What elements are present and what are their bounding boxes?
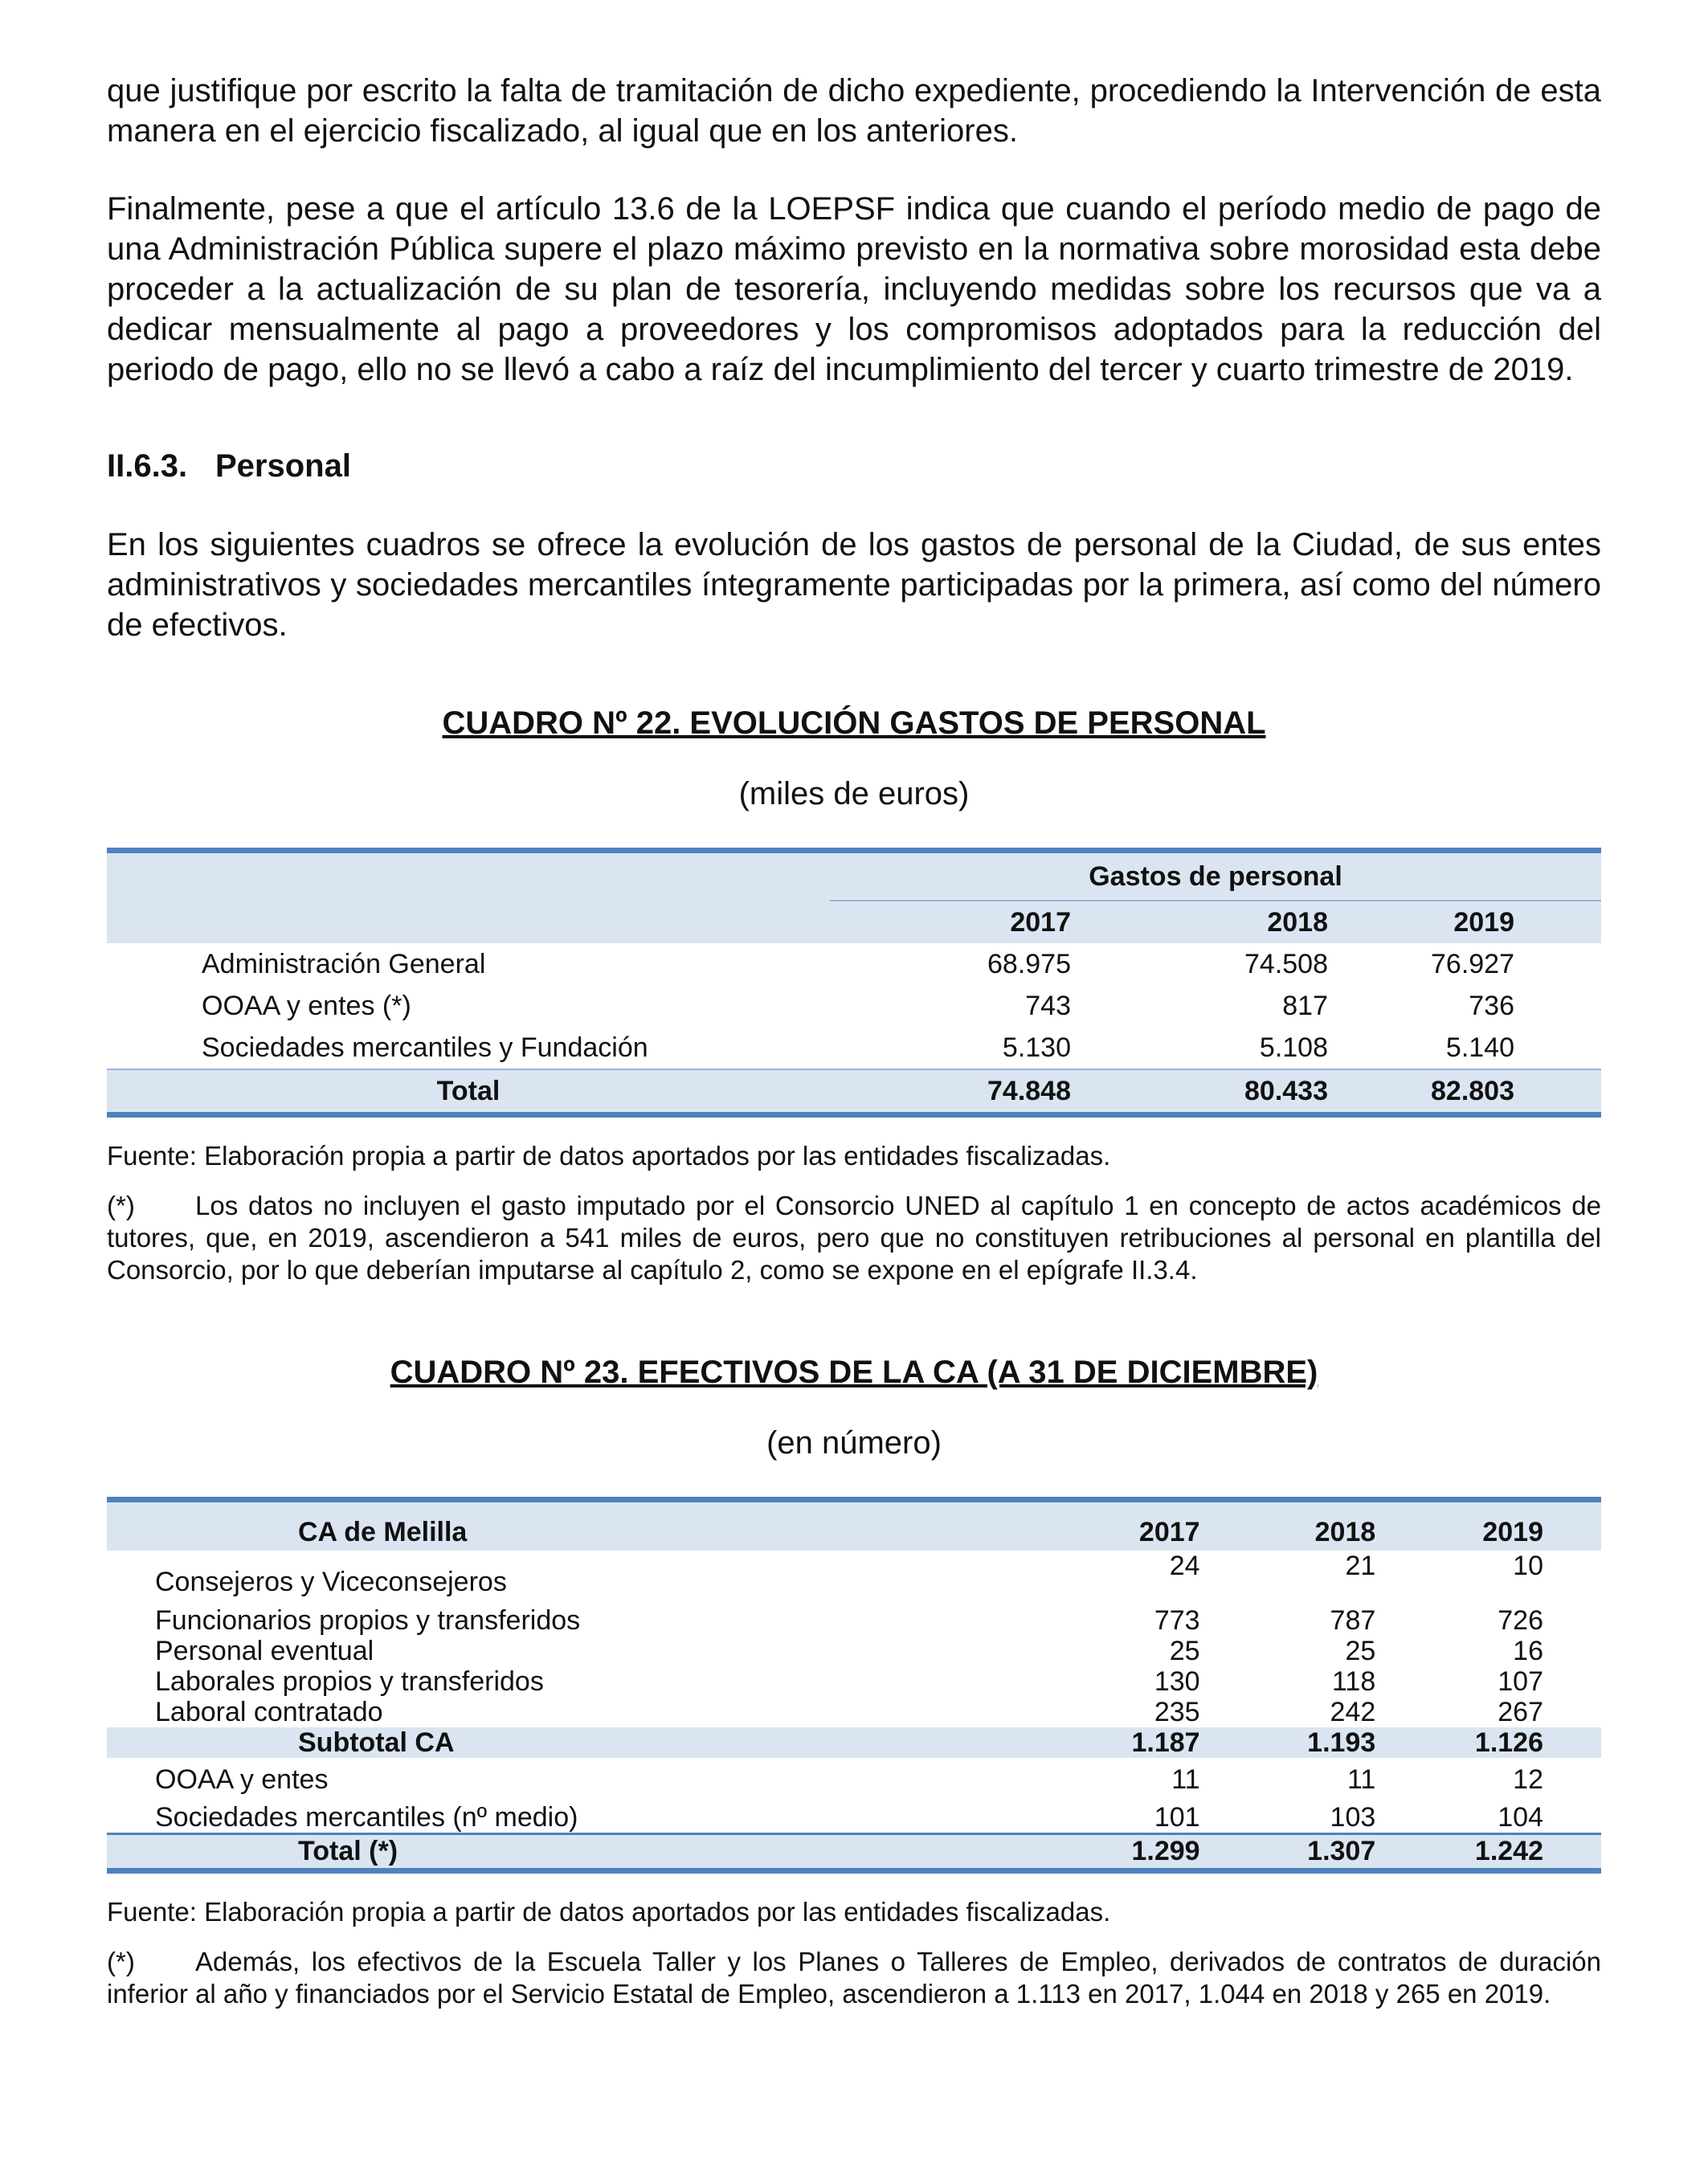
table-row bbox=[107, 1795, 1601, 1833]
table23-title: CUADRO Nº 23. EFECTIVOS DE LA CA (A 31 DE DICIEMBRE) bbox=[390, 1355, 1318, 1390]
row-label: Personal eventual bbox=[155, 1636, 374, 1666]
cell-value: 787 bbox=[1330, 1605, 1376, 1636]
table-row bbox=[107, 1551, 1601, 1597]
document-page bbox=[107, 71, 1601, 2010]
paragraph-2: Finalmente, pese a que el artículo 13.6 de la LOEPSF indica que cuando el período medio de pago de una Administración Pública supere el plazo máximo previsto en la normativa sobre morosidad esta debe proceder a la actualización de su plan de tesorería, incluyendo medidas sobre los recursos que va a dedicar mensualmente al pago a proveedores y los compromisos adoptados para la reducción del periodo de pago, ello no se llevó a cabo a raíz del incumplimiento del tercer y cuarto trimestre de 2019. bbox=[107, 191, 1601, 387]
section-title: Personal bbox=[215, 448, 351, 484]
note-text: Los datos no incluyen el gasto imputado por el Consorcio UNED al capítulo 1 en concepto de actos académicos de tutores, que, en 2019, ascendieron a 541 miles de euros, pero que no constituyen retribuciones al personal en plantilla del Consorcio, por lo que deberían imputarse al capítulo 2, como se expone en el epígrafe II.3.4. bbox=[107, 1191, 1601, 1285]
cell-value: 68.975 bbox=[987, 948, 1071, 979]
table23-subtotal-row bbox=[107, 1727, 1601, 1758]
cell-value: 74.508 bbox=[1244, 948, 1328, 979]
cell-value: 267 bbox=[1498, 1697, 1543, 1727]
cell-value: 242 bbox=[1330, 1697, 1376, 1727]
subtotal-value: 1.187 bbox=[1032, 1727, 1208, 1758]
table-row bbox=[107, 1666, 1601, 1697]
row-label: Sociedades mercantiles y Fundación bbox=[202, 1032, 648, 1063]
table23-header-label: CA de Melilla bbox=[107, 1500, 1032, 1551]
table-row bbox=[107, 1697, 1601, 1727]
section-heading bbox=[107, 446, 1601, 486]
table22-source: Fuente: Elaboración propia a partir de datos aportados por las entidades fiscalizadas. bbox=[107, 1141, 1111, 1171]
cell-value: 130 bbox=[1154, 1666, 1200, 1697]
paragraph-1: que justifique por escrito la falta de tramitación de dicho expediente, procediendo la Intervención de esta manera en el ejercicio fiscalizado, al igual que en los anteriores. bbox=[107, 73, 1601, 149]
table22-total-row bbox=[107, 1069, 1601, 1115]
total-label: Total bbox=[107, 1069, 830, 1115]
table22-empty-header-2 bbox=[107, 901, 830, 943]
subtotal-label: Subtotal CA bbox=[107, 1727, 1032, 1758]
cell-value: 736 bbox=[1469, 990, 1514, 1021]
cell-value: 817 bbox=[1282, 990, 1328, 1021]
cell-value: 16 bbox=[1513, 1636, 1543, 1666]
row-label: OOAA y entes (*) bbox=[202, 990, 411, 1021]
total-value: 1.242 bbox=[1375, 1833, 1601, 1870]
total-value: 80.433 bbox=[1087, 1069, 1344, 1115]
table22 bbox=[107, 848, 1601, 1118]
cell-value: 11 bbox=[1171, 1764, 1200, 1795]
table23-subtitle: (en número) bbox=[766, 1425, 942, 1461]
row-label: Laboral contratado bbox=[155, 1697, 383, 1727]
table-row bbox=[107, 943, 1601, 985]
cell-value: 101 bbox=[1154, 1801, 1200, 1833]
cell-value: 11 bbox=[1346, 1764, 1376, 1795]
subtotal-value: 1.126 bbox=[1375, 1727, 1601, 1758]
note-mark: (*) bbox=[107, 1191, 135, 1220]
cell-value: 76.927 bbox=[1431, 948, 1514, 979]
cell-value: 726 bbox=[1498, 1605, 1543, 1636]
table22-group-header: Gastos de personal bbox=[830, 851, 1601, 901]
cell-value: 235 bbox=[1154, 1697, 1200, 1727]
table22-empty-header bbox=[107, 851, 830, 901]
table23-year-2019: 2019 bbox=[1375, 1500, 1601, 1551]
cell-value: 10 bbox=[1513, 1551, 1543, 1581]
row-label: Sociedades mercantiles (nº medio) bbox=[155, 1801, 578, 1833]
table22-year-2019: 2019 bbox=[1344, 901, 1601, 943]
note-mark: (*) bbox=[107, 1946, 135, 1976]
table22-year-2017: 2017 bbox=[830, 901, 1087, 943]
row-label: OOAA y entes bbox=[155, 1764, 329, 1795]
note-text: Además, los efectivos de la Escuela Taller y los Planes o Talleres de Empleo, derivados de contratos de duración inferior al año y financiados por el Servicio Estatal de Empleo, ascendieron a 1.113 en 2017, 1.044 en 2018 y 265 en 2019. bbox=[107, 1946, 1601, 2009]
table-row bbox=[107, 1636, 1601, 1666]
total-value: 82.803 bbox=[1344, 1069, 1601, 1115]
cell-value: 773 bbox=[1154, 1605, 1200, 1636]
cell-value: 21 bbox=[1345, 1551, 1376, 1581]
cell-value: 743 bbox=[1025, 990, 1071, 1021]
table22-group-header-row bbox=[107, 851, 1601, 901]
cell-value: 103 bbox=[1330, 1801, 1376, 1833]
total-value: 1.307 bbox=[1208, 1833, 1376, 1870]
cell-value: 25 bbox=[1169, 1636, 1200, 1666]
table23-year-2018: 2018 bbox=[1208, 1500, 1376, 1551]
cell-value: 118 bbox=[1332, 1666, 1376, 1697]
cell-value: 5.140 bbox=[1445, 1032, 1514, 1063]
row-label: Laborales propios y transferidos bbox=[155, 1666, 544, 1697]
total-value: 74.848 bbox=[830, 1069, 1087, 1115]
cell-value: 25 bbox=[1345, 1636, 1376, 1666]
table23-header-row bbox=[107, 1500, 1601, 1551]
cell-value: 24 bbox=[1169, 1551, 1200, 1581]
table23 bbox=[107, 1497, 1601, 1874]
row-label: Administración General bbox=[202, 948, 486, 979]
table22-subtitle: (miles de euros) bbox=[738, 776, 970, 811]
row-label: Consejeros y Viceconsejeros bbox=[155, 1567, 507, 1597]
table22-years-row bbox=[107, 901, 1601, 943]
table22-year-2018: 2018 bbox=[1087, 901, 1344, 943]
table23-total-row bbox=[107, 1833, 1601, 1870]
subtotal-value: 1.193 bbox=[1208, 1727, 1376, 1758]
paragraph-3: En los siguientes cuadros se ofrece la evolución de los gastos de personal de la Ciudad, de sus entes administrativos y sociedades mercantiles íntegramente participadas por la primera, así como del número de efectivos. bbox=[107, 527, 1601, 643]
table-row bbox=[107, 1027, 1601, 1069]
section-number: II.6.3. bbox=[107, 448, 188, 484]
table-row bbox=[107, 985, 1601, 1027]
total-value: 1.299 bbox=[1032, 1833, 1208, 1870]
table23-source: Fuente: Elaboración propia a partir de datos aportados por las entidades fiscalizadas. bbox=[107, 1896, 1111, 1927]
table22-note bbox=[107, 1190, 1601, 1286]
table-row bbox=[107, 1597, 1601, 1636]
table22-title: CUADRO Nº 22. EVOLUCIÓN GASTOS DE PERSONAL bbox=[442, 705, 1266, 741]
cell-value: 12 bbox=[1513, 1764, 1543, 1795]
total-label: Total (*) bbox=[107, 1833, 1032, 1870]
row-label: Funcionarios propios y transferidos bbox=[155, 1605, 581, 1636]
cell-value: 104 bbox=[1498, 1801, 1543, 1833]
table23-year-2017: 2017 bbox=[1032, 1500, 1208, 1551]
table23-note bbox=[107, 1946, 1601, 2010]
table-row bbox=[107, 1758, 1601, 1795]
cell-value: 5.108 bbox=[1259, 1032, 1328, 1063]
cell-value: 5.130 bbox=[1002, 1032, 1071, 1063]
cell-value: 107 bbox=[1498, 1666, 1543, 1697]
